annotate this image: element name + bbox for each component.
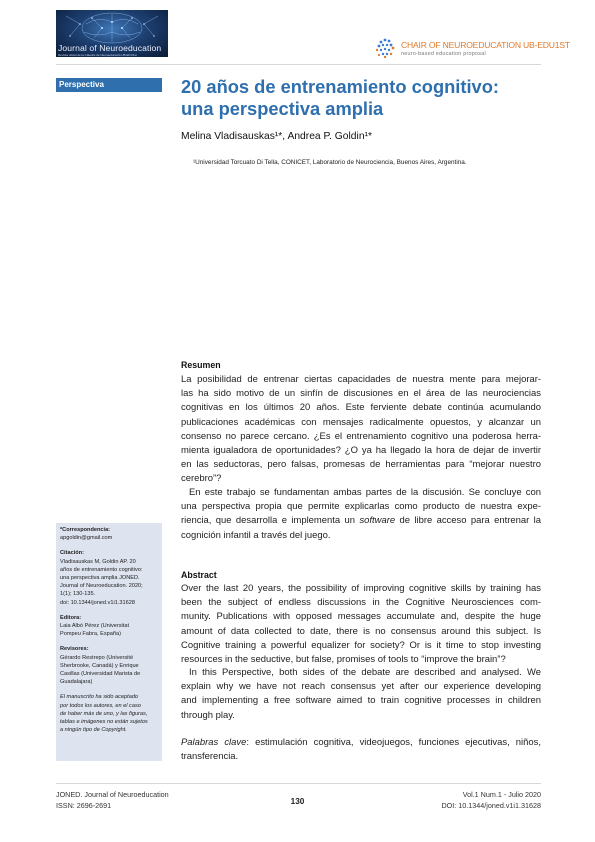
reviewers-label: Revisores: — [60, 646, 89, 653]
text-line: consenso no parece cercano. ¿Es el entrenamiento cognitivo una poderosa herra- — [181, 430, 541, 442]
journal-logo-text: Journal of Neuroeducation — [58, 43, 162, 53]
text-line: publicaciones académicas con mensajes radicalmente opuestos, y alcanzar un — [181, 416, 541, 428]
author-list: Melina Vladisauskas¹*, Andrea P. Goldin¹* — [181, 131, 372, 142]
section-tag: Perspectiva — [56, 78, 162, 92]
correspondence-email[interactable]: apgoldin@gmail.com — [60, 535, 113, 542]
text-line: Over the last 20 years, the possibility of improving cognitive skills by training has — [181, 583, 541, 594]
text-line: cognitivas en los últimos 20 años. Este ferviente debate continúa acumulando — [181, 402, 541, 414]
text-line: explain why we have not reach consensus yet after our experience developing — [181, 681, 541, 693]
text-line: Cognitive training a powerful equalizer for society? Or is it time to stop investing — [181, 639, 541, 651]
footer-divider — [56, 783, 541, 784]
text-line: and implementing a free software aimed to train cognitive processes in children — [181, 695, 541, 707]
article-info-box — [56, 523, 162, 761]
chair-logo — [373, 36, 570, 60]
chair-logo-text: CHAIR OF NEUROEDUCATION UB-EDU1ST — [401, 40, 570, 50]
text-line: una perspectiva propia que permite explicarlas como producto de nuestra expe- — [181, 501, 541, 513]
text-line: las ha sido motivo de un sinfín de discusiones en el área de las neurociencias — [181, 388, 541, 400]
text-line — [181, 736, 541, 750]
footer-issn: ISSN: 2696-2691 — [56, 801, 112, 810]
text-line: cognición infantil a través del juego. — [181, 529, 331, 541]
journal-logo-subtitle: Revista oficial de la Càtedra de Neuroeducació UB-EDU1st — [58, 53, 137, 57]
resumen-paragraph-1 — [181, 373, 541, 487]
footer-issue-info — [441, 789, 541, 811]
text-line: In this Perspective, both sides of the debate are described and analysed. We — [189, 667, 541, 678]
text-line: been the subject of endless discussions in the Cognitive Neurosciences com- — [181, 597, 541, 609]
citation-block — [60, 549, 158, 606]
citation-text: Vladisauskas M, Goldin AP. 20 años de entrenamiento cognitivo: una perspectiva amplia JONED. Journal of Neuroeducation. 2020; 1(1); 130-135. doi: 10.1344/joned.v1i1.31628 — [60, 558, 143, 606]
text-line: transferencia. — [181, 751, 239, 763]
resumen-heading: Resumen — [181, 360, 221, 370]
footer-doi[interactable]: DOI: 10.1344/joned.v1i1.31628 — [441, 801, 541, 810]
copyright-note: El manuscrito ha sido aceptado por todos los autores, en el caso de haber más de uno, y las figuras, tablas e imágenes no están sujetos a ningún tipo de Copyright. — [60, 694, 148, 734]
keywords-label: Palabras clave — [181, 737, 247, 748]
article-title: 20 años de entrenamiento cognitivo: una perspectiva amplia — [181, 76, 499, 119]
text-run: riencia, que desarrolla e implementa un — [181, 515, 356, 527]
text-run: de libre acceso para entrenar la — [399, 515, 542, 527]
keywords — [181, 736, 541, 764]
footer-volume: Vol.1 Num.1 - Julio 2020 — [462, 790, 541, 799]
keywords-text: : estimulación cognitiva, videojuegos, funciones ejecutivas, niños, — [246, 737, 541, 748]
header-divider — [56, 64, 541, 65]
text-line: amount of data collected to date, there is no consensus around this subject. Is — [181, 625, 541, 637]
correspondence-label: *Correspondencia: — [60, 527, 111, 533]
text-line: cerebro”? — [181, 473, 222, 485]
abstract-paragraph-2 — [181, 666, 541, 723]
editor-text: Laia Albó Pérez (Universitat Pompeu Fabra, España) — [60, 623, 130, 638]
resumen-paragraph-2 — [181, 486, 541, 543]
editor-block — [60, 614, 158, 639]
text-line: En este trabajo se fundamentan ambas partes de la discusión. Se concluye con — [189, 487, 541, 498]
author-affiliation: ¹Universidad Torcuato Di Tella, CONICET, Laboratorio de Neurociencia, Buenos Aires, Argentina. — [193, 159, 467, 166]
editor-label: Editora: — [60, 614, 82, 621]
dotted-head-icon — [373, 36, 399, 60]
text-line: munity. Publications with opposed messages accumulate and, despite the huge — [181, 611, 541, 623]
abstract-heading: Abstract — [181, 570, 217, 580]
footer-journal-name: JONED. Journal of Neuroeducation — [56, 790, 169, 799]
reviewers-text: Gérardo Restrepo (Université Sherbrooke, Canadá) y Enrique Casillas (Universidad Marista de Guadalajara) — [60, 654, 141, 686]
journal-logo — [56, 10, 168, 57]
page-number: 130 — [290, 797, 305, 806]
text-line — [181, 514, 541, 528]
text-line: mienta igualadora de oportunidades? ¿O ya ha llegado la hora de dejar de invertir — [181, 444, 541, 456]
chair-logo-subtitle: neuro-based education proposal — [401, 51, 486, 57]
reviewers-block — [60, 645, 158, 686]
text-line: en las seductoras, pero falsas, promesas de herramientas para “mejorar nuestro — [181, 459, 541, 471]
citation-label: Citación: — [60, 550, 84, 557]
text-line: La posibilidad de entrenar ciertas capacidades de nuestra mente para mejorar- — [181, 374, 541, 385]
text-line: resources in the seductive, but false, promises of tools to “improve the brain”? — [181, 653, 506, 665]
abstract-paragraph-1 — [181, 582, 541, 667]
italic-term: software — [359, 515, 396, 527]
correspondence-block — [60, 526, 158, 542]
text-line: through play. — [181, 709, 235, 721]
